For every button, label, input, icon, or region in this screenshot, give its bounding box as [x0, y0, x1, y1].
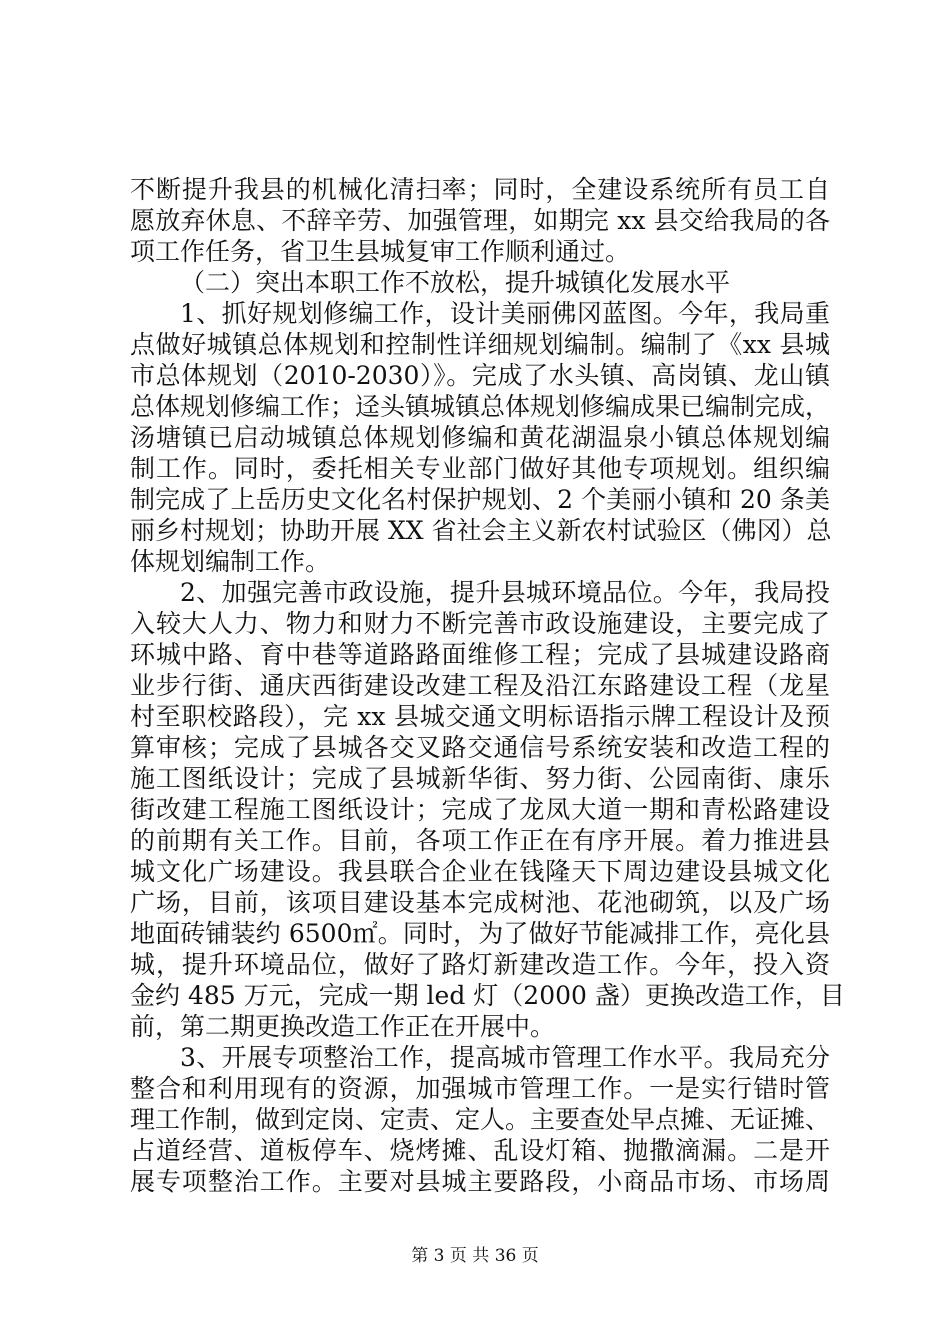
text-line: 地面砖铺装约 6500㎡。同时，为了做好节能减排工作，亮化县 — [130, 919, 830, 948]
text-line: 制工作。同时，委托相关专业部门做好其他专项规划。组织编 — [130, 454, 830, 483]
document-body — [130, 174, 845, 1197]
text-line: 城，提升环境品位，做好了路灯新建改造工作。今年，投入资 — [130, 950, 830, 979]
text-line: 整合和利用现有的资源，加强城市管理工作。一是实行错时管 — [130, 1074, 830, 1103]
text-line: 入较大人力、物力和财力不断完善市政设施建设，主要完成了 — [130, 609, 830, 638]
paragraph-first-line: 2、加强完善市政设施，提升县城环境品位。今年，我局投 — [180, 578, 830, 607]
text-line: 愿放弃休息、不辞辛劳、加强管理，如期完 xx 县交给我局的各 — [130, 206, 830, 235]
text-line: 理工作制，做到定岗、定责、定人。主要查处早点摊、无证摊、 — [130, 1105, 831, 1134]
text-line: 占道经营、道板停车、烧烤摊、乱设灯箱、抛撒滴漏。二是开 — [130, 1136, 830, 1165]
text-line: 丽乡村规划；协助开展 XX 省社会主义新农村试验区（佛冈）总 — [130, 516, 832, 545]
text-line: 环城中路、育中巷等道路路面维修工程；完成了县城建设路商 — [130, 640, 830, 669]
text-line: 汤塘镇已启动城镇总体规划修编和黄花湖温泉小镇总体规划编 — [130, 423, 830, 452]
text-line: 体规划编制工作。 — [130, 547, 331, 576]
text-line: 街改建工程施工图纸设计；完成了龙凤大道一期和青松路建设 — [130, 795, 830, 824]
text-line: 前，第二期更换改造工作正在开展中。 — [130, 1012, 556, 1041]
text-line: 总体规划修编工作；迳头镇城镇总体规划修编成果已编制完成， — [130, 392, 831, 421]
section-heading: （二）突出本职工作不放松，提升城镇化发展水平 — [180, 268, 731, 297]
text-line: 制完成了上岳历史文化名村保护规划、2 个美丽小镇和 20 条美 — [130, 485, 830, 514]
text-line: 不断提升我县的机械化清扫率；同时，全建设系统所有员工自 — [130, 175, 830, 204]
text-line: 城文化广场建设。我县联合企业在钱隆天下周边建设县城文化 — [130, 857, 830, 886]
text-line: 业步行街、通庆西街建设改建工程及沿江东路建设工程（龙星 — [130, 671, 830, 700]
text-line: 的前期有关工作。目前，各项工作正在有序开展。着力推进县 — [130, 826, 830, 855]
text-line: 金约 485 万元，完成一期 led 灯（2000 盏）更换改造工作，目 — [130, 981, 845, 1010]
paragraph-first-line: 3、开展专项整治工作，提高城市管理工作水平。我局充分 — [180, 1043, 830, 1072]
text-line: 市总体规划（2010-2030）》。完成了水头镇、高岗镇、龙山镇 — [130, 361, 830, 390]
text-line: 广场，目前，该项目建设基本完成树池、花池砌筑，以及广场 — [130, 888, 830, 917]
text-line: 村至职校路段），完 xx 县城交通文明标语指示牌工程设计及预 — [130, 702, 830, 731]
text-line: 项工作任务，省卫生县城复审工作顺利通过。 — [130, 237, 631, 266]
text-line: 展专项整治工作。主要对县城主要路段，小商品市场、市场周 — [130, 1167, 830, 1196]
text-line: 点做好城镇总体规划和控制性详细规划编制。编制了《xx 县城 — [130, 330, 830, 359]
text-line: 算审核；完成了县城各交叉路交通信号系统安装和改造工程的 — [130, 733, 830, 762]
text-line: 施工图纸设计；完成了县城新华街、努力街、公园南街、康乐 — [130, 764, 830, 793]
page-number-footer: 第 3 页 共 36 页 — [411, 1246, 539, 1266]
paragraph-first-line: 1、抓好规划修编工作，设计美丽佛冈蓝图。今年，我局重 — [180, 299, 830, 328]
